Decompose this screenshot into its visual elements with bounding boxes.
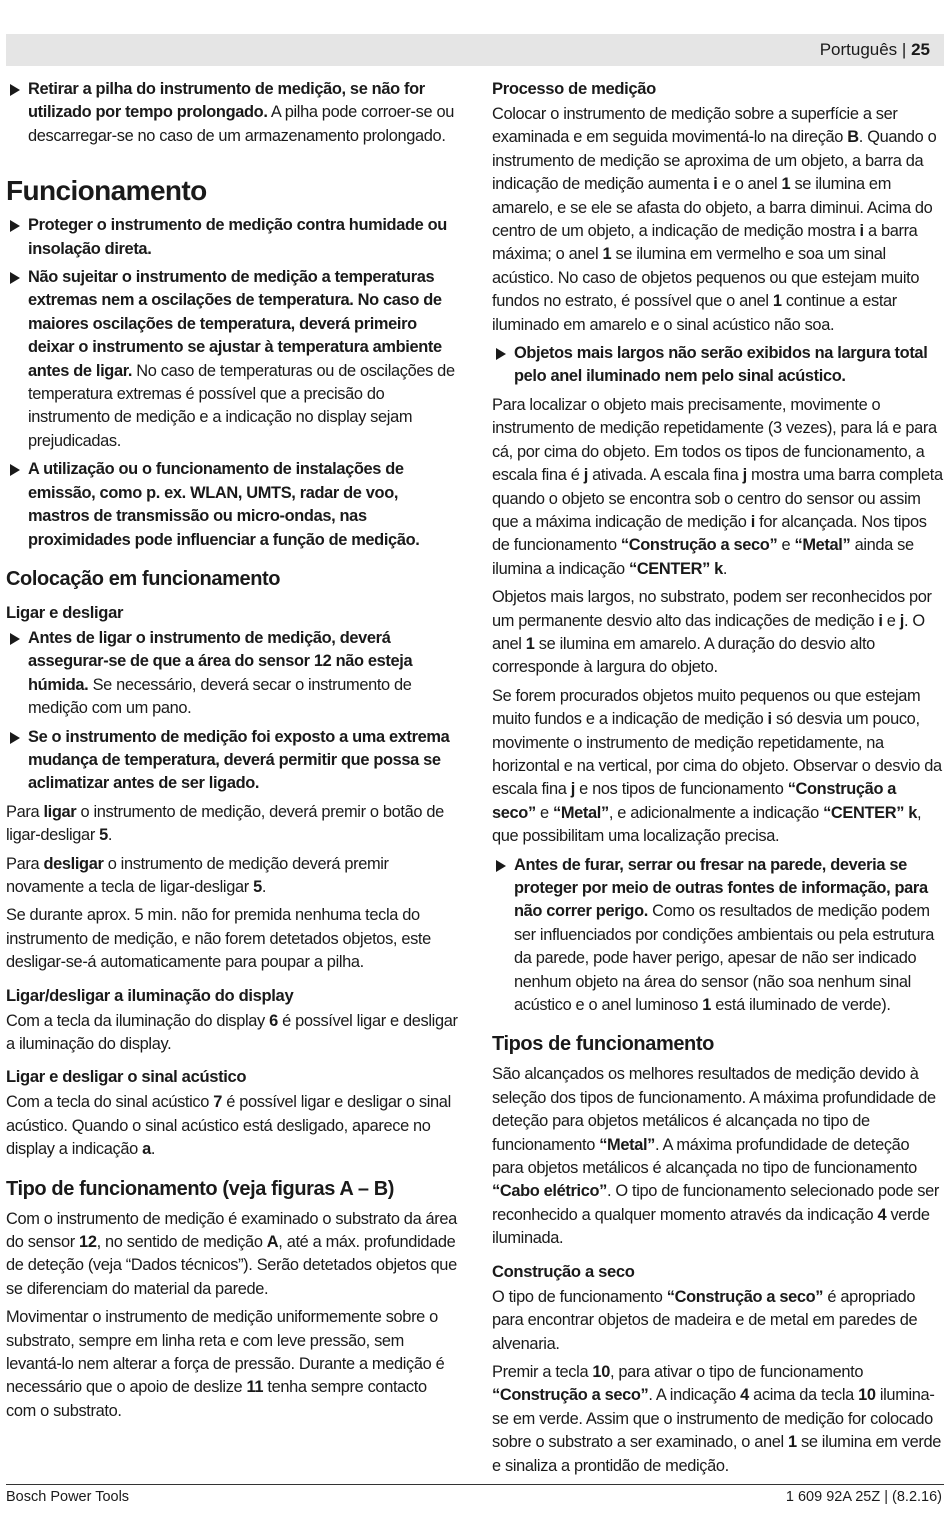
text-run: Se forem procurados objetos muito pequenos ou que estejam muito fundos e a indicação de medição xyxy=(492,686,921,729)
bullet-bold-text: Antes de furar, serrar ou fresar na parede, deveria se proteger por meio de outras fontes de informação, para não correr perigo. xyxy=(514,855,928,921)
left-column xyxy=(6,78,458,1428)
bullet-temperature xyxy=(6,266,458,453)
bullet-humidity xyxy=(6,214,458,261)
bold-run: 1 xyxy=(525,634,535,653)
right-column xyxy=(492,78,943,1483)
bold-run: “Metal” xyxy=(794,536,851,555)
bold-run: 4 xyxy=(877,1205,887,1224)
paragraph-drywall-1 xyxy=(492,1286,943,1356)
bold-run: “Construção a seco” xyxy=(620,536,778,555)
bullet-sensor-dry xyxy=(6,627,458,721)
bold-run: 5 xyxy=(253,877,262,896)
heading-mode: Tipo de funcionamento (veja figuras A – B) xyxy=(6,1177,395,1200)
bold-run: 10 xyxy=(858,1386,876,1405)
bold-run: ligar xyxy=(43,802,77,821)
text-run: é apropriado para encontrar objetos de madeira e de metal em paredes de alvenaria. xyxy=(492,1287,918,1353)
bold-run: i xyxy=(859,222,864,241)
text-run: , para ativar o tipo de funcionamento xyxy=(609,1362,864,1381)
subheading-drywall: Construção a seco xyxy=(492,1261,635,1281)
heading-operating-modes: Tipos de funcionamento xyxy=(492,1033,714,1056)
bold-run: A xyxy=(266,1233,279,1252)
header-language: Português xyxy=(819,40,898,59)
text-run: . O tipo de funcionamento selecionado pode ser reconhecido a qualquer momento através da indicação xyxy=(492,1182,939,1224)
bold-run: desligar xyxy=(43,854,104,873)
text-run: acima da tecla xyxy=(748,1386,859,1405)
subheading-sound: Ligar e desligar o sinal acústico xyxy=(6,1067,247,1087)
paragraph-measuring-process xyxy=(492,103,943,337)
bullet-bold-text: Proteger o instrumento de medição contra humidade ou insolação direta. xyxy=(28,216,447,258)
text-run: o instrumento de medição, deverá premir o botão de ligar-desligar xyxy=(6,802,444,845)
bold-run: a xyxy=(142,1140,151,1159)
text-run: . A indicação xyxy=(648,1386,741,1405)
text-run: continue a estar iluminado em amarelo e o sinal acústico não soa. xyxy=(492,292,897,334)
bullet-text: No caso de temperaturas ou de oscilações de temperatura extremas é possível que a precisão do instrumento de medição e a indicação no display sejam prejudicadas. xyxy=(28,361,455,450)
bullet-bold-text: Objetos mais largos não serão exibidos na largura total pelo anel iluminado nem pelo sinal acústico. xyxy=(514,344,928,386)
page-header-label xyxy=(820,40,930,60)
paragraph-locate xyxy=(492,394,943,581)
bullet-remove-battery xyxy=(6,78,458,148)
bullet-bold-text: A utilização ou o funcionamento de instalações de emissão, como p. ex. WLAN, UMTS, radar de voo, mastros de transmissão ou micro-ondas, nas proximidades pode influenciar a função de medição. xyxy=(28,460,420,549)
text-run: é possível ligar e desligar o sinal acústico. Quando o sinal acústico está desligado, aparece no display a indicação xyxy=(6,1093,451,1159)
text-run: mostra uma barra completa quando o objeto se encontra sob o centro do sensor ou assim que a máxima indicação de medição xyxy=(492,466,943,531)
text-run: e xyxy=(777,536,795,555)
text-run: verde iluminada. xyxy=(492,1205,930,1248)
paragraph-wider-objects xyxy=(492,586,943,680)
paragraph-sound xyxy=(6,1091,458,1161)
paragraph-mode-2 xyxy=(6,1306,458,1423)
bold-run: i xyxy=(713,175,718,194)
text-run: . xyxy=(722,559,728,578)
text-run: Premir a tecla xyxy=(492,1362,593,1381)
text-run: ativada. A escala fina xyxy=(587,466,743,485)
text-run: e xyxy=(535,803,553,822)
text-run: está iluminado de verde). xyxy=(711,996,891,1015)
footer-brand: Bosch Power Tools xyxy=(6,1489,130,1505)
text-run: é possível ligar e desligar a iluminação do display. xyxy=(6,1011,458,1053)
bullet-emission xyxy=(6,458,458,552)
bullet-bold-text: Não sujeitar o instrumento de medição a temperaturas extremas nem a oscilações de temperatura. No caso de maiores oscilações de temperatura, deverá primeiro deixar o instrumento se ajustar à temperatura ambiente antes de ligar. xyxy=(28,268,442,380)
bold-run: 1 xyxy=(602,245,612,264)
bold-run: 1 xyxy=(772,292,782,311)
text-run: e o anel xyxy=(717,175,782,194)
bold-run: i xyxy=(878,611,883,630)
text-run: ilumina-se em verde. Assim que o instrumento de medição for colocado sobre o substrato a ser examinado, o anel xyxy=(492,1386,935,1452)
text-run: for alcançada. Nos tipos de funcionamento xyxy=(492,512,927,555)
text-run: Como os resultados de medição podem ser influenciados por condições ambientais ou pela estrutura da parede, pode haver perigo, apesar de não ser indicado nenhum objeto na área do sensor (não soa nenhum sinal acústico e o anel luminoso xyxy=(514,902,934,1015)
text-run: só desvia um pouco, movimente o instrumento de medição repetidamente, na horizontal e na vertical, por cima do objeto. Observar o desvio da escala fina xyxy=(492,710,942,799)
bold-run: j xyxy=(570,780,575,799)
bold-run: B xyxy=(847,128,859,147)
text-run: O tipo de funcionamento xyxy=(492,1287,667,1306)
paragraph-switch-on xyxy=(6,801,458,848)
paragraph-mode-1 xyxy=(6,1208,458,1302)
text-run: , que possibilitam uma localização precisa. xyxy=(492,803,922,846)
bold-run: 1 xyxy=(702,996,712,1015)
bullet-text: A pilha pode corroer-se ou descarregar-se no caso de um armazenamento prolongado. xyxy=(28,103,454,145)
text-run: se ilumina em verde e sinaliza a prontidão de medição. xyxy=(492,1433,942,1475)
text-run: a barra máxima; o anel xyxy=(492,222,918,264)
bold-run: “CENTER” k xyxy=(823,803,918,822)
heading-startup: Colocação em funcionamento xyxy=(6,567,281,590)
bold-run: “Metal” xyxy=(599,1135,656,1154)
bold-run: 12 xyxy=(79,1233,97,1252)
text-run: São alcançados os melhores resultados de medição devido à seleção dos tipos de funcionamento. A máxima profundidade de deteção para objetos metálicos é alcançada no tipo de funcionamento xyxy=(492,1065,936,1154)
text-run: . O anel xyxy=(492,611,925,653)
text-run: Colocar o instrumento de medição sobre a superfície a ser examinada e em seguida movimentá-lo na direção xyxy=(492,105,898,147)
text-run: . A máxima profundidade de deteção para objetos metálicos é alcançada no tipo de funcionamento xyxy=(492,1135,917,1178)
bold-run: j xyxy=(899,611,904,630)
bold-run: 6 xyxy=(269,1011,278,1030)
bold-run: “Construção a seco” xyxy=(492,1386,649,1405)
text-run: , e adicionalmente a indicação xyxy=(608,803,824,822)
text-run: Para xyxy=(6,854,44,873)
text-run: , no sentido de medição xyxy=(96,1233,267,1252)
paragraph-display-light xyxy=(6,1010,458,1057)
text-run: . Quando o instrumento de medição se aproxima de um objeto, a barra da indicação de medição aumenta xyxy=(492,128,937,194)
bullet-drill-warning xyxy=(492,854,943,1018)
text-run: se ilumina em amarelo. A duração do desvio alto corresponde à largura do objeto. xyxy=(492,634,875,677)
bold-run: 4 xyxy=(740,1386,749,1405)
bullet-bold-text: Retirar a pilha do instrumento de medição, se não for utilizado por tempo prolongado. xyxy=(28,80,425,122)
bold-run: 11 xyxy=(246,1378,264,1397)
text-run: Para localizar o objeto mais precisamente, movimente o instrumento de medição repetidamente (3 vezes), para lá e para cá, por cima do objeto. Em todos os tipos de funcionamento, a escala fina é xyxy=(492,395,937,485)
text-run: tenha sempre contacto com o substrato. xyxy=(6,1378,427,1420)
text-run: Com o instrumento de medição é examinado o substrato da área do sensor xyxy=(6,1209,457,1252)
text-run: Com a tecla do sinal acústico xyxy=(6,1093,214,1112)
bold-run: “Construção a seco” xyxy=(666,1287,824,1306)
bold-run: 1 xyxy=(788,1433,797,1452)
bold-run: “Metal” xyxy=(553,803,609,822)
bullet-bold-text: Se o instrumento de medição foi exposto a uma extrema mudança de temperatura, deverá permitir que possa se aclimatizar antes de ser ligado. xyxy=(28,727,450,793)
paragraph-operating-modes xyxy=(492,1063,943,1250)
bold-run: “Construção a seco” xyxy=(492,780,897,822)
bold-run: i xyxy=(767,710,772,729)
bullet-bold-text: Antes de ligar o instrumento de medição, deverá assegurar-se de que a área do sensor 12 não esteja húmida. xyxy=(28,628,413,694)
bold-run: “Cabo elétrico” xyxy=(492,1182,607,1201)
text-run: . xyxy=(150,1140,156,1159)
text-run: ainda se ilumina a indicação xyxy=(492,536,914,578)
bullet-text: Se necessário, deverá secar o instrumento de medição com um pano. xyxy=(28,675,412,718)
paragraph-small-objects xyxy=(492,685,943,849)
text-run: o instrumento de medição deverá premir novamente a tecla de ligar-desligar xyxy=(6,854,389,896)
bullet-acclimatize xyxy=(6,726,458,796)
bold-run: 5 xyxy=(99,826,108,845)
bold-run: 1 xyxy=(781,175,791,194)
subheading-measuring-process: Processo de medição xyxy=(492,79,656,98)
header-separator: | xyxy=(901,40,907,59)
text-run: e xyxy=(882,611,900,630)
text-run: se ilumina em vermelho e soa um sinal acústico. No caso de objetos pequenos ou que estejam muito fundos no estrato, é possível que o anel xyxy=(492,245,920,311)
subheading-display-light: Ligar/desligar a iluminação do display xyxy=(6,985,294,1005)
subheading-on-off: Ligar e desligar xyxy=(6,602,124,622)
footer-doc-code: 1 609 92A 25Z | (8.2.16) xyxy=(785,1489,942,1505)
text-run: Objetos mais largos, no substrato, podem ser reconhecidos por um permanente desvio alto das indicações de medição xyxy=(492,588,932,630)
bold-run: 7 xyxy=(213,1093,223,1112)
bullet-wide-objects xyxy=(492,342,943,389)
page-header xyxy=(6,34,944,66)
paragraph-auto-off: Se durante aprox. 5 min. não for premida nenhuma tecla do instrumento de medição, e não forem detetados objetos, este desligar-se-á automaticamente para poupar a pilha. xyxy=(6,906,431,972)
bold-run: “CENTER” k xyxy=(628,559,723,578)
text-run: Para xyxy=(6,802,44,821)
footer-divider xyxy=(6,1484,944,1485)
text-run: . xyxy=(261,877,267,896)
bold-run: 10 xyxy=(592,1362,610,1381)
bold-run: j xyxy=(742,466,747,485)
bold-run: i xyxy=(750,512,755,531)
paragraph-switch-off xyxy=(6,853,458,900)
text-run: se ilumina em amarelo, e se ele se afasta do objeto, a barra diminui. Acima do centro de um objeto, a indicação de medição mostra xyxy=(492,175,933,241)
text-run: e nos tipos de funcionamento xyxy=(574,780,788,799)
paragraph-drywall-2 xyxy=(492,1361,943,1478)
text-run: . xyxy=(107,826,113,845)
text-run: Movimentar o instrumento de medição uniformemente sobre o substrato, sempre em linha reta e com leve pressão, sem levantá-lo nem alterar a força de pressão. Durante a medição é necessário que o apoio de deslize xyxy=(6,1308,445,1397)
header-page-number: 25 xyxy=(911,40,930,59)
bold-run: j xyxy=(583,466,588,485)
text-run: , até a máx. profundidade de deteção (veja “Dados técnicos”). Serão detetados objetos que se diferenciam do material da parede. xyxy=(6,1233,457,1298)
text-run: Com a tecla da iluminação do display xyxy=(6,1011,270,1030)
heading-operation: Funcionamento xyxy=(6,175,207,207)
